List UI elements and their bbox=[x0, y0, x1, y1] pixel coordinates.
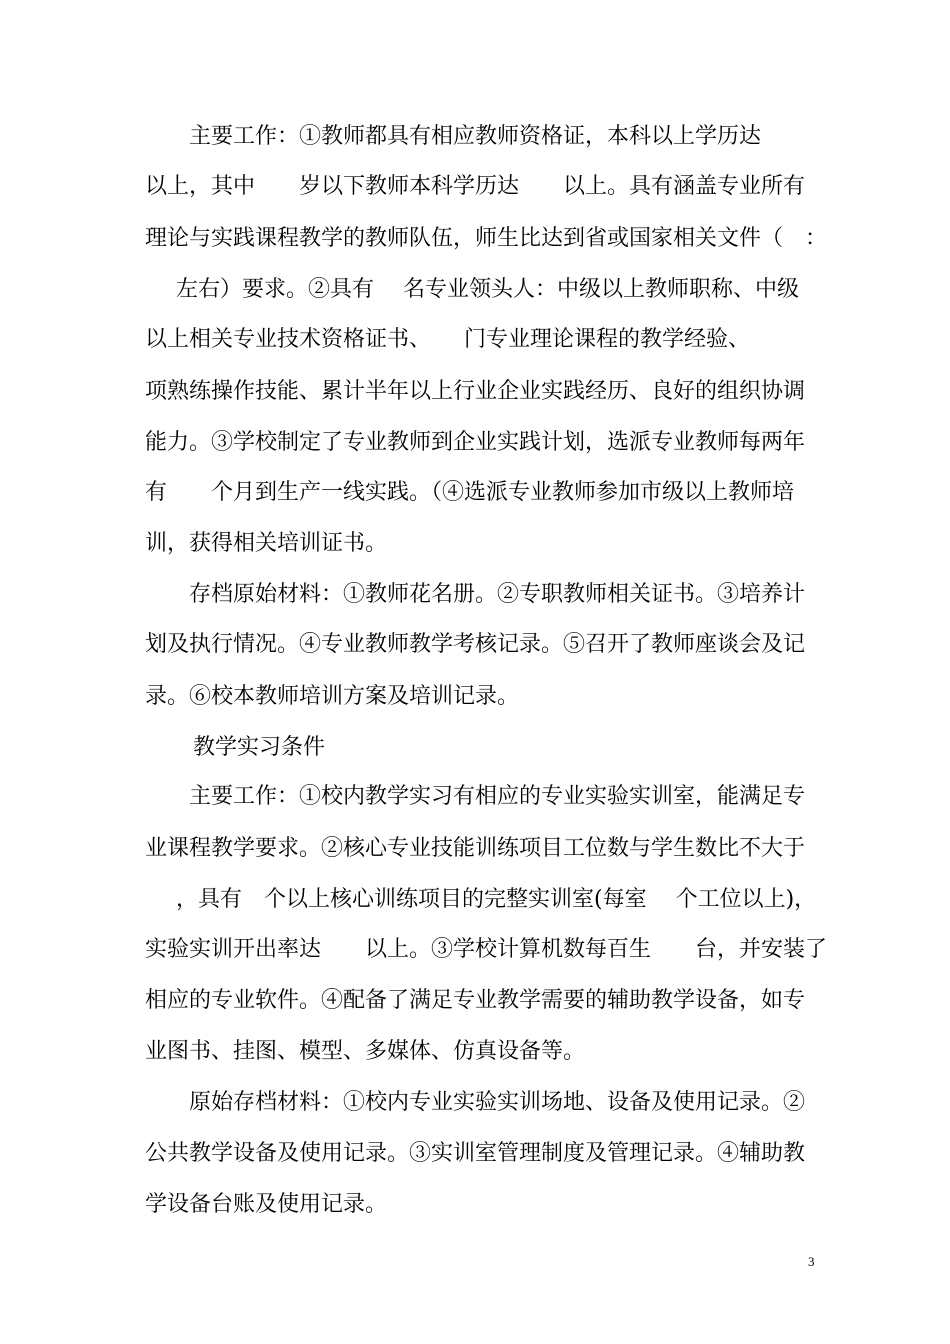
text-line: 相应的专业软件。④配备了满足专业教学需要的辅助教学设备，如专 bbox=[145, 988, 806, 1013]
text-line: 能力。③学校制定了专业教师到企业实践计划，选派专业教师每两年 bbox=[145, 430, 806, 455]
text-line: 主要工作：①校内教学实习有相应的专业实验实训室，能满足专 bbox=[189, 784, 806, 809]
text-line: 项熟练操作技能、累计半年以上行业企业实践经历、良好的组织协调 bbox=[145, 379, 806, 404]
text-line: 左右）要求。②具有 名专业领头人：中级以上教师职称、中级 bbox=[176, 277, 799, 302]
text-line: 实验实训开出率达 以上。③学校计算机数每百生 台，并安装了 bbox=[145, 937, 828, 962]
page-number: 3 bbox=[808, 1254, 815, 1269]
text-line: 有 个月到生产一线实践。（④选派专业教师参加市级以上教师培 bbox=[145, 480, 795, 505]
text-line: 训，获得相关培训证书。 bbox=[145, 531, 388, 556]
text-line: 学设备台账及使用记录。 bbox=[145, 1192, 388, 1217]
text-line: 划及执行情况。④专业教师教学考核记录。⑤召开了教师座谈会及记 bbox=[145, 632, 806, 657]
text-line: 业图书、挂图、模型、多媒体、仿真设备等。 bbox=[145, 1039, 586, 1064]
text-line: 主要工作：①教师都具有相应教师资格证，本科以上学历达 bbox=[189, 124, 762, 149]
section-heading: 教学实习条件 bbox=[193, 735, 326, 760]
text-line: 录。⑥校本教师培训方案及培训记录。 bbox=[145, 684, 520, 709]
text-line: 以上相关专业技术资格证书、 门专业理论课程的教学经验、 bbox=[145, 327, 751, 352]
text-line: ，具有 个以上核心训练项目的完整实训室(每室 个工位以上)， bbox=[176, 887, 817, 912]
text-line: 业课程教学要求。②核心专业技能训练项目工位数与学生数比不大于 bbox=[145, 836, 806, 861]
text-line: 以上，其中 岁以下教师本科学历达 以上。具有涵盖专业所有 bbox=[145, 174, 806, 199]
text-line: 公共教学设备及使用记录。③实训室管理制度及管理记录。④辅助教 bbox=[145, 1141, 806, 1166]
text-line: 理论与实践课程教学的教师队伍，师生比达到省或国家相关文件（ ： bbox=[145, 226, 828, 251]
text-line: 存档原始材料：①教师花名册。②专职教师相关证书。③培养计 bbox=[189, 582, 806, 607]
text-line: 原始存档材料：①校内专业实验实训场地、设备及使用记录。② bbox=[189, 1090, 806, 1115]
